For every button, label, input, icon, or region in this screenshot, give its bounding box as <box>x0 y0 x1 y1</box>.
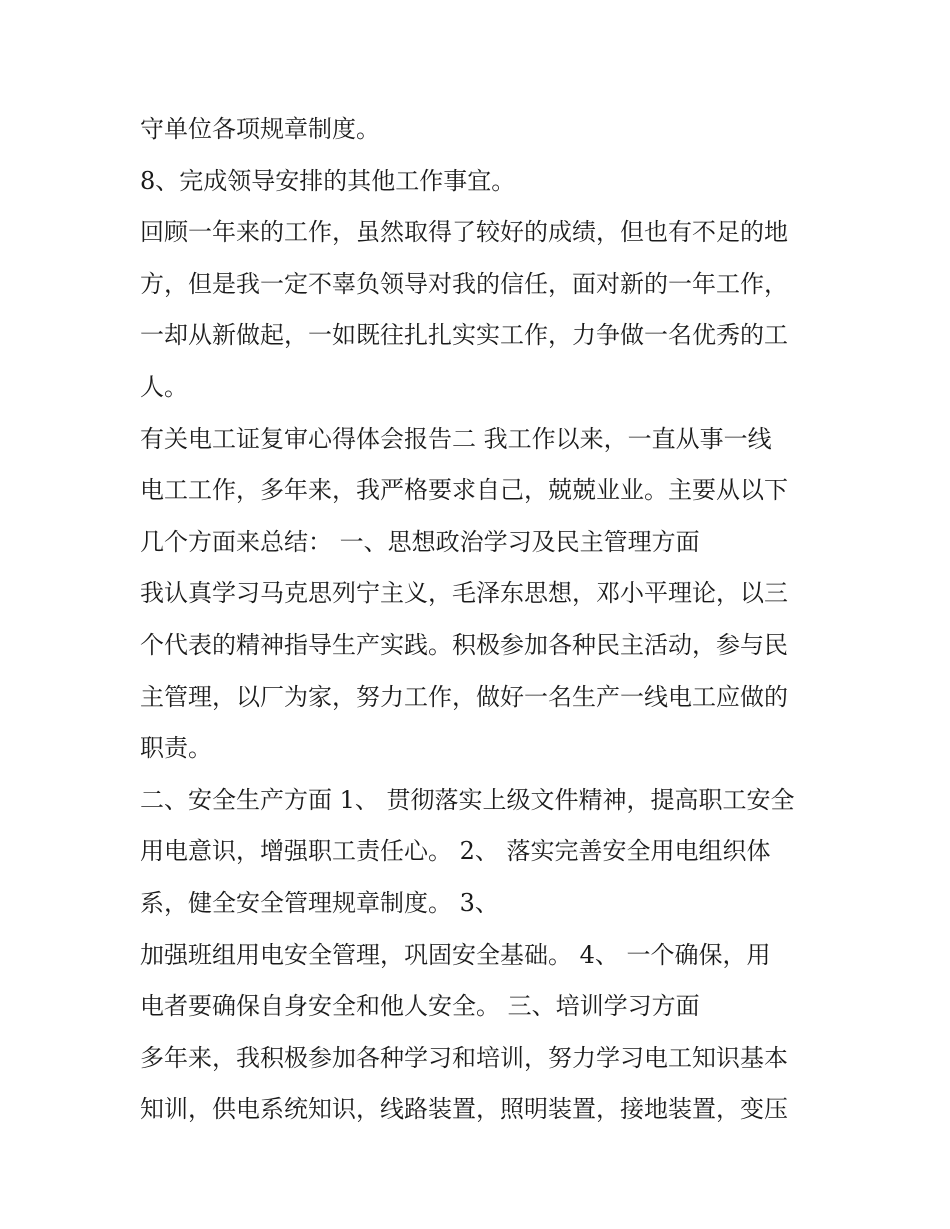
text-line: 职责。 <box>140 734 212 763</box>
text-line: 一却从新做起，一如既往扎扎实实工作，力争做一名优秀的工 <box>140 321 788 350</box>
text-line: 用电意识，增强职工责任心。 2、 落实完善安全用电组织体 <box>140 837 771 866</box>
text-line: 有关电工证复审心得体会报告二 我工作以来，一直从事一线 <box>140 424 772 453</box>
text-line: 守单位各项规章制度。 <box>140 115 380 143</box>
text-line: 加强班组用电安全管理，巩固安全基础。 4、 一个确保，用 <box>140 940 771 969</box>
text-line: 多年来，我积极参加各种学习和培训，努力学习电工知识基本 <box>140 1043 788 1072</box>
text-line: 知训，供电系统知识，线路装置，照明装置，接地装置，变压 <box>140 1095 788 1124</box>
text-line: 方，但是我一定不辜负领导对我的信任，面对新的一年工作， <box>140 269 788 298</box>
document-body <box>140 104 820 1136</box>
text-line: 8、完成领导安排的其他工作事宜。 <box>140 166 516 195</box>
text-line: 二、安全生产方面 1、 贯彻落实上级文件精神，提高职工安全 <box>140 785 795 814</box>
text-line: 主管理，以厂为家，努力工作，做好一名生产一线电工应做的 <box>140 682 788 711</box>
text-line: 个代表的精神指导生产实践。积极参加各种民主活动，参与民 <box>140 630 788 659</box>
text-line: 人。 <box>140 372 188 401</box>
text-line: 回顾一年来的工作，虽然取得了较好的成绩，但也有不足的地 <box>140 218 788 247</box>
text-line: 电工工作，多年来，我严格要求自己，兢兢业业。主要从以下 <box>140 476 788 505</box>
text-line: 几个方面来总结： 一、思想政治学习及民主管理方面 <box>140 527 700 556</box>
text-line: 电者要确保自身安全和他人安全。 三、培训学习方面 <box>140 992 700 1021</box>
text-line: 我认真学习马克思列宁主义，毛泽东思想，邓小平理论，以三 <box>140 579 788 608</box>
text-line: 系，健全安全管理规章制度。 3、 <box>140 888 499 917</box>
